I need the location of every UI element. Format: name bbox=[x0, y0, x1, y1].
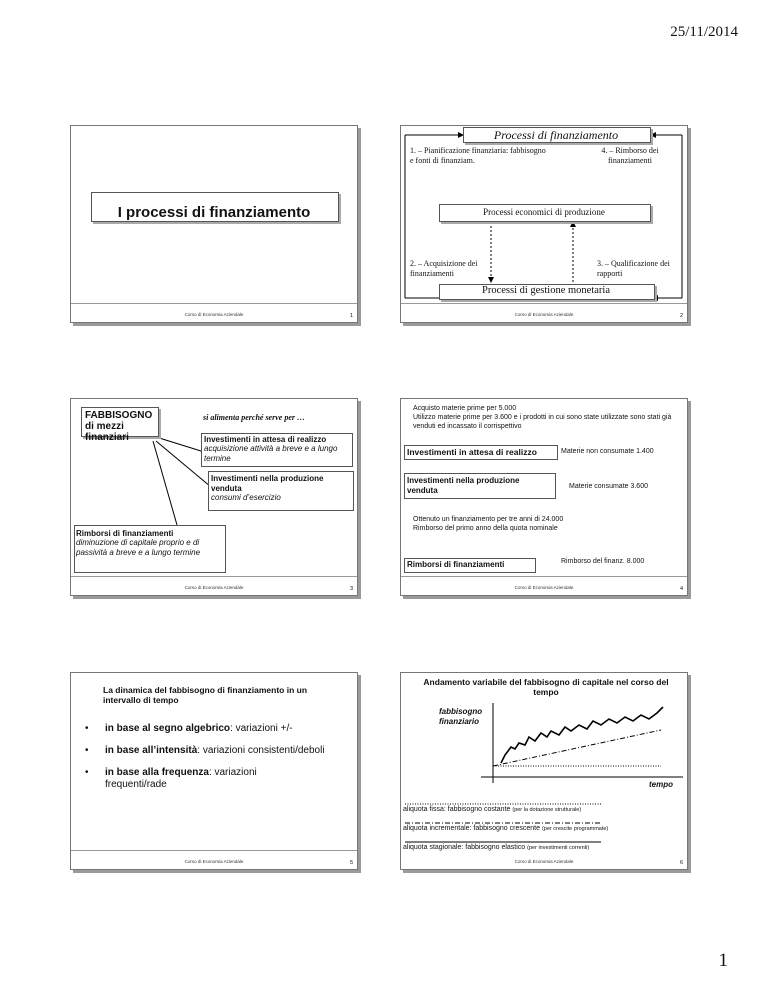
bullet-bold: in base all’intensità bbox=[105, 745, 198, 756]
slide-number: 4 bbox=[679, 586, 683, 592]
bullet-item bbox=[85, 767, 275, 791]
seasonal-curve bbox=[501, 707, 663, 763]
value-1: Materie non consumate 1.400 bbox=[561, 448, 654, 455]
slide-footer bbox=[401, 851, 687, 869]
footer-text: Corso di Economia Aziendale bbox=[514, 312, 574, 317]
footer-text: Corso di Economia Aziendale bbox=[514, 859, 574, 864]
slide-footer bbox=[71, 850, 357, 869]
bullet-dot: • bbox=[85, 767, 89, 778]
slide-number: 1 bbox=[349, 313, 353, 319]
bullet-rest: : variazioni +/- bbox=[230, 723, 293, 734]
intro-3: Ottenuto un finanziamento per tre anni di 24.000 bbox=[413, 516, 564, 523]
rimborsi-title: Rimborsi di finanziamenti bbox=[76, 529, 174, 538]
slide-4 bbox=[400, 398, 688, 596]
bullet-dot: • bbox=[85, 745, 89, 756]
legend-item bbox=[403, 825, 687, 832]
inv-attesa-sub: acquisizione attività a breve e a lungo termine bbox=[204, 444, 338, 463]
box-inv-attesa-label: Investimenti in attesa di realizzo bbox=[407, 447, 537, 457]
slide-2 bbox=[400, 125, 688, 323]
page-number: 1 bbox=[718, 950, 728, 971]
bullet-rest: : variazioni consistenti/deboli bbox=[197, 745, 325, 756]
slide-title: Processi di finanziamento bbox=[493, 128, 619, 142]
slide-number: 5 bbox=[349, 860, 353, 866]
legend-main: aliquota fissa: fabbisogno costante bbox=[403, 806, 511, 813]
legend-note: (per crescite programmate) bbox=[541, 826, 609, 832]
step-1: 1. – Pianificazione finanziaria: fabbisogno e fonti di finanziam. bbox=[410, 146, 546, 165]
fabbisogno-label: FABBISOGNO di mezzi finanziari bbox=[85, 410, 153, 443]
step-4: 4. – Rimborso dei finanziamenti bbox=[601, 146, 659, 165]
slide-number: 2 bbox=[679, 313, 683, 319]
incremental-line bbox=[493, 730, 661, 766]
box-rimborsi-label: Rimborsi di finanziamenti bbox=[407, 560, 505, 569]
inv-attesa-title: Investimenti in attesa di realizzo bbox=[204, 435, 327, 444]
slide-footer bbox=[401, 576, 687, 595]
step-2: 2. – Acquisizione dei finanziamenti bbox=[410, 259, 478, 278]
y-axis-label: fabbisogno finanziario bbox=[439, 707, 483, 726]
value-3: Rimborso del finanz. 8.000 bbox=[561, 558, 645, 565]
slide-title: Andamento variabile del fabbisogno di capitale nel corso del tempo bbox=[423, 677, 669, 697]
legend-note: (per la dotazione strutturale) bbox=[512, 807, 582, 813]
slide-number: 3 bbox=[349, 586, 353, 592]
slide-5 bbox=[70, 672, 358, 870]
slide-title: La dinamica del fabbisogno di finanziamento in un intervallo di tempo bbox=[103, 685, 308, 705]
bullet-rest: : variazioni frequenti/rade bbox=[105, 767, 257, 790]
slide-footer bbox=[401, 303, 687, 322]
intro-2: Utilizzo materie prime per 3.600 e i prodotti in cui sono state utilizzate sono stati già venduti ed incassato il corrispettivo bbox=[413, 414, 672, 430]
monetary-label: Processi di gestione monetaria bbox=[481, 285, 610, 296]
slide-footer bbox=[71, 576, 357, 595]
x-axis-label: tempo bbox=[649, 780, 673, 789]
footer-text: Corso di Economia Aziendale bbox=[184, 585, 244, 590]
step-3: 3. – Qualificazione dei rapporti bbox=[597, 259, 670, 278]
slide-1 bbox=[70, 125, 358, 323]
slide-footer bbox=[71, 303, 357, 322]
bullet-bold: in base alla frequenza bbox=[105, 767, 209, 778]
slide-6 bbox=[400, 672, 688, 870]
bullet-item bbox=[85, 723, 345, 735]
slide-title: I processi di finanziamento bbox=[117, 204, 311, 221]
inv-prod-title: Investimenti nella produzione venduta bbox=[211, 474, 324, 493]
footer-text: Corso di Economia Aziendale bbox=[184, 859, 244, 864]
legend-item bbox=[403, 844, 687, 851]
slide-number: 6 bbox=[679, 860, 683, 866]
legend-main: aliquota incrementale: fabbisogno crescente bbox=[403, 825, 540, 832]
legend-item bbox=[403, 806, 687, 813]
box-inv-prod-label: Investimenti nella produzione venduta bbox=[407, 476, 520, 495]
bullet-dot: • bbox=[85, 723, 89, 734]
bullet-bold: in base al segno algebrico bbox=[105, 723, 231, 734]
demand-chart bbox=[401, 673, 687, 869]
intro-1: Acquisto materie prime per 5.000 bbox=[413, 405, 517, 412]
bullet-list bbox=[85, 723, 345, 791]
page-date: 25/11/2014 bbox=[670, 24, 738, 40]
legend-main: aliquota stagionale: fabbisogno elastico bbox=[403, 844, 526, 851]
footer-text: Corso di Economia Aziendale bbox=[184, 312, 244, 317]
slide-3 bbox=[70, 398, 358, 596]
bullet-item bbox=[85, 745, 345, 757]
footer-text: Corso di Economia Aziendale bbox=[514, 585, 574, 590]
alimenta-text: si alimenta perché serve per … bbox=[203, 413, 305, 422]
economic-processes-label: Processi economici di produzione bbox=[483, 207, 605, 217]
value-2: Materie consumate 3.600 bbox=[569, 483, 648, 490]
inv-prod-sub: consumi d’esercizio bbox=[211, 493, 281, 502]
intro-4: Rimborso del primo anno della quota nominale bbox=[413, 525, 558, 532]
rimborsi-sub: diminuzione di capitale proprio e di passività a breve e a lungo termine bbox=[76, 538, 201, 557]
legend-note: (per investimenti correnti) bbox=[527, 845, 590, 851]
